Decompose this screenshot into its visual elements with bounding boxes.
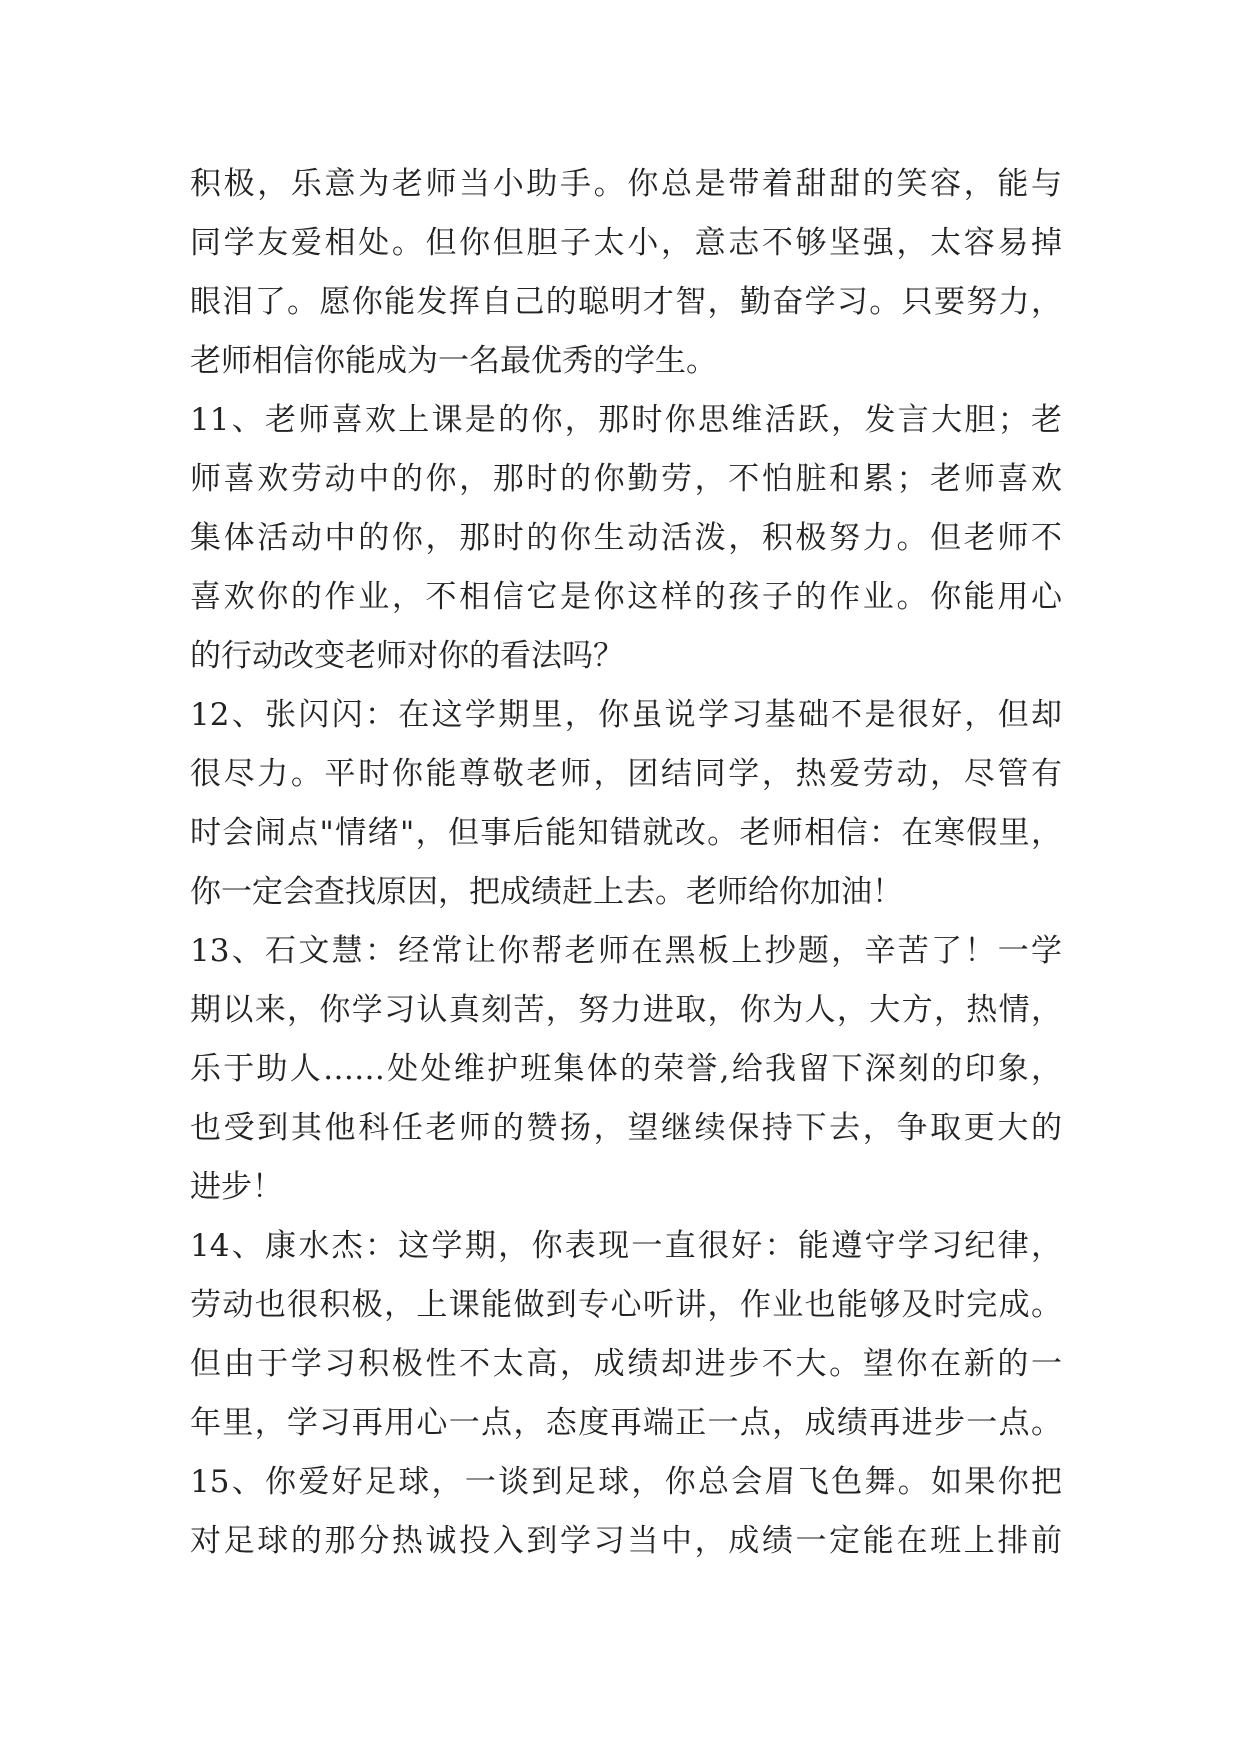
text-line: 很尽力。平时你能尊敬老师，团结同学，热爱劳动，尽管有 (190, 756, 1062, 792)
text-line: 同学友爱相处。但你但胆子太小，意志不够坚强，太容易掉 (190, 225, 1062, 261)
text-line: 年里，学习再用心一点，态度再端正一点，成绩再进步一点。 (190, 1405, 1062, 1441)
text-line: 但由于学习积极性不太高，成绩却进步不大。望你在新的一 (190, 1346, 1062, 1382)
text-line: 乐于助人……处处维护班集体的荣誉,给我留下深刻的印象， (190, 1051, 1062, 1087)
text-line: 15、你爱好足球，一谈到足球，你总会眉飞色舞。如果你把 (190, 1464, 1062, 1500)
text-line: 老师相信你能成为一名最优秀的学生。 (190, 343, 717, 379)
text-line: 集体活动中的你，那时的你生动活泼，积极努力。但老师不 (190, 520, 1062, 556)
text-line: 时会闹点"情绪"，但事后能知错就改。老师相信：在寒假里， (190, 815, 1062, 851)
text-line: 师喜欢劳动中的你，那时的你勤劳，不怕脏和累；老师喜欢 (190, 461, 1062, 497)
text-line: 12、张闪闪：在这学期里，你虽说学习基础不是很好，但却 (190, 697, 1062, 733)
text-line: 期以来，你学习认真刻苦，努力进取，你为人，大方，热情， (190, 992, 1062, 1028)
text-line: 劳动也很积极，上课能做到专心听讲，作业也能够及时完成。 (190, 1287, 1062, 1323)
text-line: 进步！ (190, 1169, 283, 1205)
text-line: 的行动改变老师对你的看法吗？ (190, 638, 624, 674)
text-line: 13、石文慧：经常让你帮老师在黑板上抄题，辛苦了！一学 (190, 933, 1062, 969)
text-line: 眼泪了。愿你能发挥自己的聪明才智，勤奋学习。只要努力， (190, 284, 1062, 320)
document-body (190, 155, 1062, 1571)
text-line: 也受到其他科任老师的赞扬，望继续保持下去，争取更大的 (190, 1110, 1062, 1146)
text-line: 对足球的那分热诚投入到学习当中，成绩一定能在班上排前 (190, 1523, 1062, 1559)
text-line: 你一定会查找原因，把成绩赶上去。老师给你加油！ (190, 874, 903, 910)
text-line: 积极，乐意为老师当小助手。你总是带着甜甜的笑容，能与 (190, 166, 1062, 202)
text-line: 喜欢你的作业，不相信它是你这样的孩子的作业。你能用心 (190, 579, 1062, 615)
text-line: 11、老师喜欢上课是的你，那时你思维活跃，发言大胆；老 (190, 402, 1062, 438)
text-line: 14、康水杰：这学期，你表现一直很好：能遵守学习纪律， (190, 1228, 1062, 1264)
